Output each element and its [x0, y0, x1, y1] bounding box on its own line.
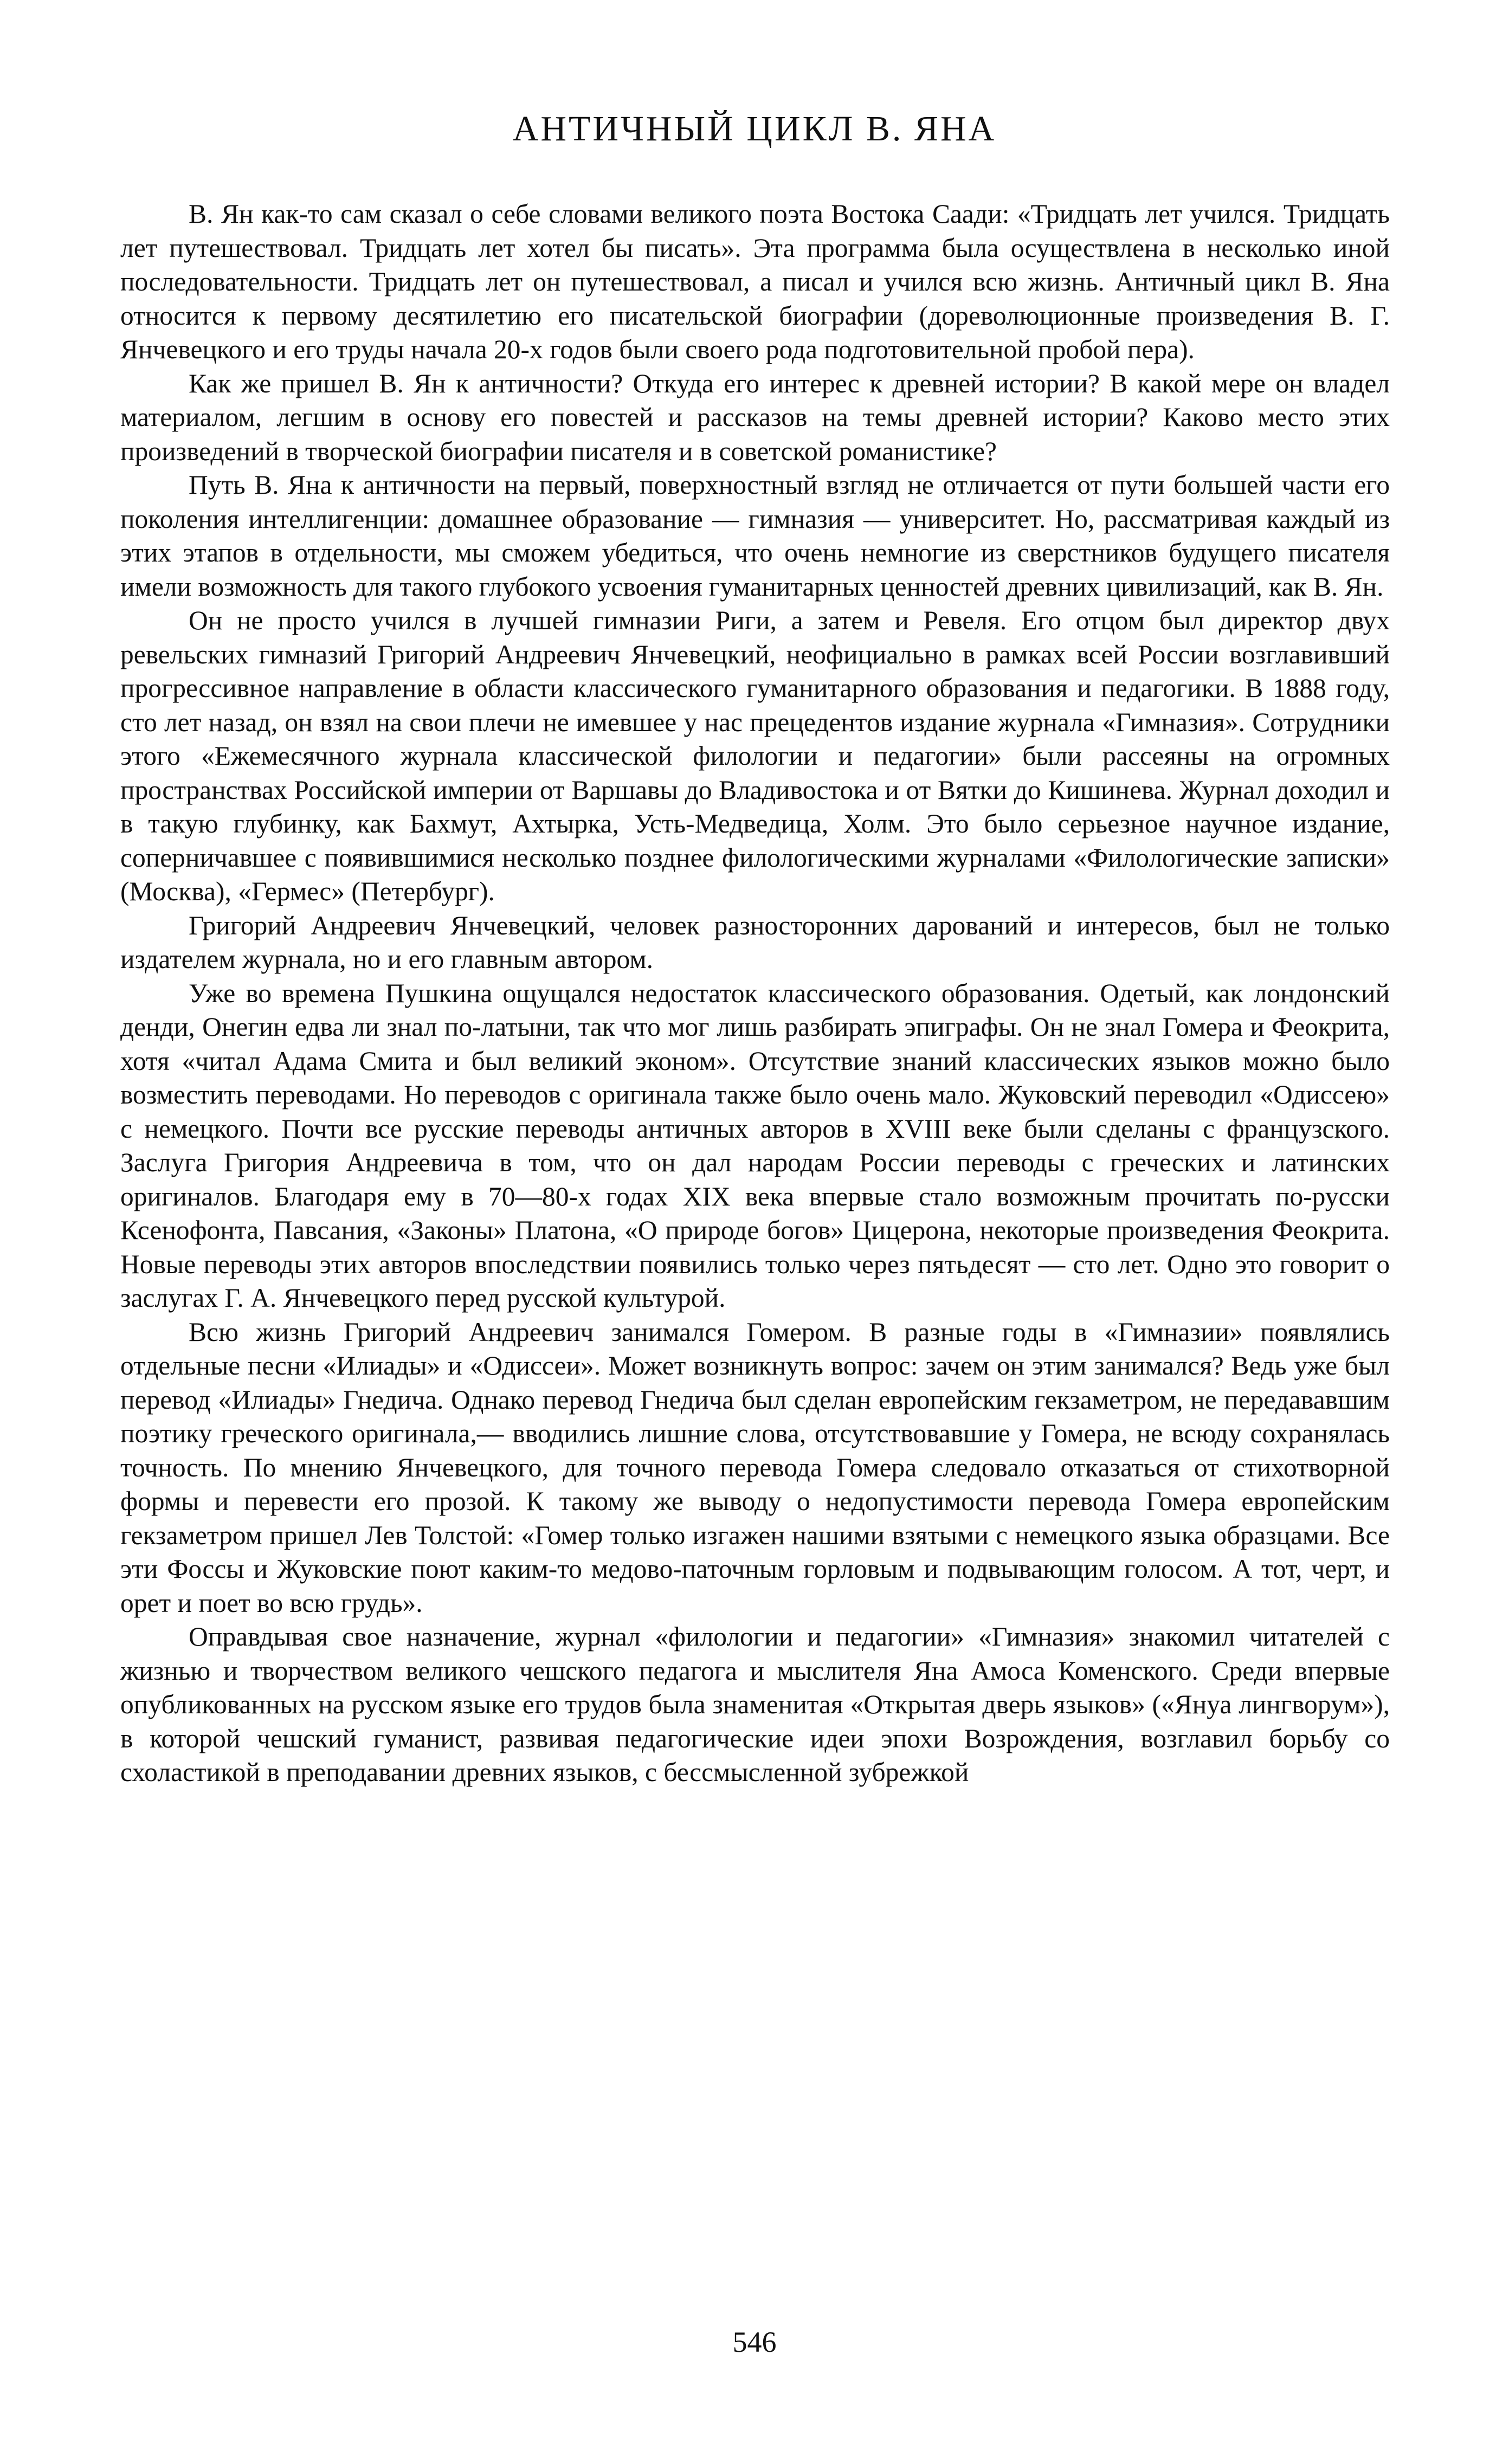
paragraph: Он не просто учился в лучшей гимназии Риги, а затем и Ревеля. Его отцом был директор двух ревельских гимназий Григорий Андреевич Янчевецкий, неофициально в рамках всей России возглавивший прогрессивное направление в области классического гуманитарного образования и педагогики. В 1888 году, сто лет назад, он взял на свои плечи не имевшее у нас прецедентов издание журнала «Гимназия». Сотрудники этого «Ежемесячного журнала классической филологии и педагогии» были рассеяны на огромных пространствах Российской империи от Варшавы до Владивостока и от Вятки до Кишинева. Журнал доходил и в такую глубинку, как Бахмут, Ахтырка, Усть-Медведица, Холм. Это было серьезное научное издание, соперничавшее с появившимися несколько позднее филологическими журналами «Филологические записки» (Москва), «Гермес» (Петербург).	[120, 605, 1390, 906]
paragraph: Как же пришел В. Ян к античности? Откуда его интерес к древней истории? В какой мере он владел материалом, легшим в основу его повестей и рассказов на темы древней истории? Каково место этих произведений в творческой биографии писателя и в советской романистике?	[120, 368, 1390, 466]
paragraph: Григорий Андреевич Янчевецкий, человек разносторонних дарований и интересов, был не только издателем журнала, но и его главным автором.	[120, 910, 1390, 974]
paragraph: Путь В. Яна к античности на первый, поверхностный взгляд не отличается от пути большей части его поколения интеллигенции: домашнее образование — гимназия — университет. Но, рассматривая каждый из этих этапов в отдельности, мы сможем убедиться, что очень немногие из сверстников будущего писателя имели возможность для такого глубокого усвоения гуманитарных ценностей древних цивилизаций, как В. Ян.	[120, 470, 1390, 602]
body-text	[120, 197, 1390, 1790]
page-number: 546	[732, 2326, 777, 2358]
paragraph: Уже во времена Пушкина ощущался недостаток классического образования. Одетый, как лондонский денди, Онегин едва ли знал по-латыни, так что мог лишь разбирать эпиграфы. Он не знал Гомера и Феокрита, хотя «читал Адама Смита и был великий эконом». Отсутствие знаний классических языков можно было возместить переводами. Но переводов с оригинала также было очень мало. Жуковский переводил «Одиссею» с немецкого. Почти все русские переводы античных авторов в XVIII веке были сделаны с французского. Заслуга Григория Андреевича в том, что он дал народам России переводы с греческих и латинских оригиналов. Благодаря ему в 70—80-х годах XIX века впервые стало возможным прочитать по-русски Ксенофонта, Павсания, «Законы» Платона, «О природе богов» Цицерона, некоторые произведения Феокрита. Новые переводы этих авторов впоследствии появились только через пятьдесят — сто лет. Одно это говорит о заслугах Г. А. Янчевецкого перед русской культурой.	[120, 978, 1390, 1313]
paragraph: Оправдывая свое назначение, журнал «филологии и педагогии» «Гимназия» знакомил читателей с жизнью и творчеством великого чешского педагога и мыслителя Яна Амоса Коменского. Среди впервые опубликованных на русском языке его трудов была знаменитая «Открытая дверь языков» («Януа лингворум»), в которой чешский гуманист, развивая педагогические идеи эпохи Возрождения, возглавил борьбу со схоластикой в преподавании древних языков, с бессмысленной зубрежкой	[120, 1622, 1390, 1787]
paragraph: В. Ян как-то сам сказал о себе словами великого поэта Востока Саади: «Тридцать лет учился. Тридцать лет путешествовал. Тридцать лет хотел бы писать». Эта программа была осуществлена в несколько иной последовательности. Тридцать лет он путешествовал, а писал и учился всю жизнь. Античный цикл В. Яна относится к первому десятилетию его писательской биографии (дореволюционные произведения В. Г. Янчевецкого и его труды начала 20-х годов были своего рода подготовительной пробой пера).	[120, 199, 1390, 364]
chapter-title: АНТИЧНЫЙ ЦИКЛ В. ЯНА	[512, 109, 997, 149]
paragraph: Всю жизнь Григорий Андреевич занимался Гомером. В разные годы в «Гимназии» появлялись отдельные песни «Илиады» и «Одиссеи». Может возникнуть вопрос: зачем он этим занимался? Ведь уже был перевод «Илиады» Гнедича. Однако перевод Гнедича был сделан европейским гекзаметром, не передававшим поэтику греческого оригинала,— вводились лишние слова, отсутствовавшие у Гомера, не всюду сохранялась точность. По мнению Янчевецкого, для точного перевода Гомера следовало отказаться от стихотворной формы и перевести его прозой. К такому же выводу о недопустимости перевода Гомера европейским гекзаметром пришел Лев Толстой: «Гомер только изгажен нашими взятыми с немецкого языка образцами. Все эти Фоссы и Жуковские поют каким-то медово-паточным горловым и подвывающим голосом. А тот, черт, и орет и поет во всю грудь».	[120, 1317, 1390, 1618]
